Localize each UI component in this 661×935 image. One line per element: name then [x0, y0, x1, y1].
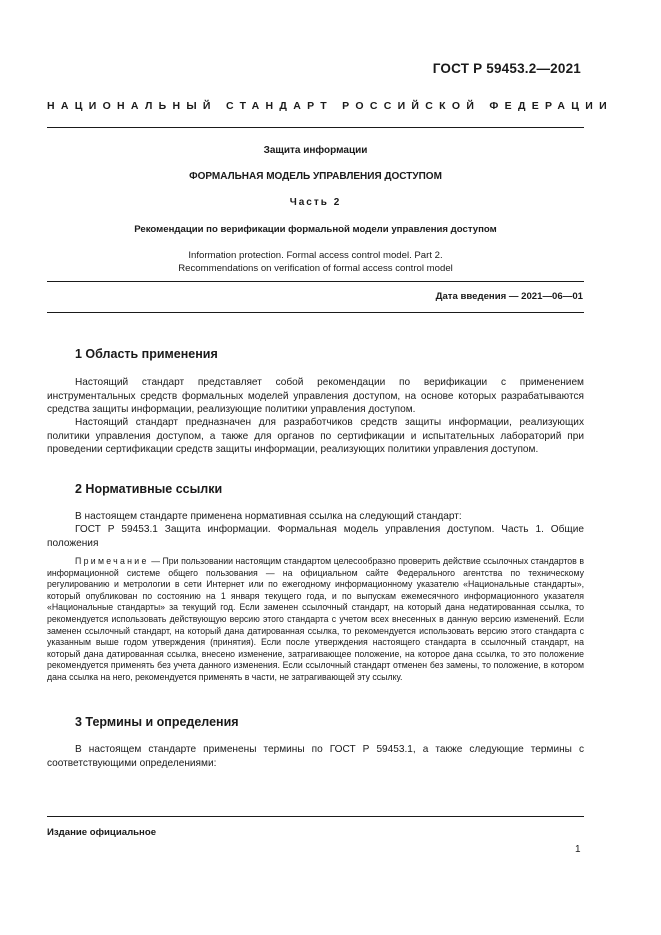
header-rule [47, 127, 584, 128]
title-english-line-1: Information protection. Formal access control model. Part 2. [188, 250, 443, 261]
official-edition-label: Издание официальное [47, 827, 157, 838]
section-1-paragraph-2: Настоящий стандарт предназначен для разработчиков средств защиты информации, реализующих политики управления доступом, а также для органов по сертификации и испытательных лабораторий при проведении сертификации средств защиты информации, реализующих политики управления доступом. [47, 417, 584, 456]
note-text: — При пользовании настоящим стандартом целесообразно проверить действие ссылочных стандартов в информационной системе общего пользования — на официальном сайте Федерального агентства по техническому регулированию и метрологии в сети Интернет или по ежегодному информационному указателю «Национальные стандарты», который опубликован по состоянию на 1 января текущего года, и по выпускам ежемесячного информационного указателя «Национальные стандарты» за текущий год. Если заменен ссылочный стандарт, на который дана недатированная ссылка, то рекомендуется использовать действующую версию этого стандарта с учетом всех внесенных в данную версию изменений. Если заменен ссылочный стандарт, на который дана датированная ссылка, то рекомендуется использовать версию этого стандарта с указанным выше годом утверждения (принятия). Если после утверждения настоящего стандарта в ссылочный стандарт, на который дана датированная ссылка, внесено изменение, затрагивающее положение, на которое дана ссылка, то это положение рекомендуется применять без учета данного изменения. Если ссылочный стандарт отменен без замены, то положение, в котором дана ссылка на него, рекомендуется применять в части, не затрагивающей эту ссылку. [47, 556, 584, 682]
page-number: 1 [575, 844, 581, 855]
section-2-note [47, 556, 584, 684]
date-rule [47, 312, 584, 313]
title-part: Часть 2 [289, 197, 342, 208]
section-1-heading: 1 Область применения [75, 347, 218, 361]
title-line-2: ФОРМАЛЬНАЯ МОДЕЛЬ УПРАВЛЕНИЯ ДОСТУПОМ [189, 171, 442, 182]
gost-number: ГОСТ Р 59453.2—2021 [432, 61, 581, 76]
section-3-heading: 3 Термины и определения [75, 715, 239, 729]
section-3-paragraph-1: В настоящем стандарте применены термины по ГОСТ Р 59453.1, а также следующие термины с соответствующими определениями: [47, 744, 584, 769]
note-label: Примечание [75, 556, 149, 566]
title-subtitle: Рекомендации по верификации формальной модели управления доступом [134, 224, 497, 235]
national-standard-banner: НАЦИОНАЛЬНЫЙ СТАНДАРТ РОССИЙСКОЙ ФЕДЕРАЦИИ [47, 100, 613, 112]
title-english-line-2: Recommendations on verification of formal access control model [178, 262, 453, 274]
footer-rule [47, 816, 584, 817]
section-2-paragraph-2: ГОСТ Р 59453.1 Защита информации. Формальная модель управления доступом. Часть 1. Общие положения [47, 524, 584, 549]
section-1-paragraph-1: Настоящий стандарт представляет собой рекомендации по верификации с применением инструментальных средств формальных моделей управления доступом, на основе которых разрабатываются средства защиты информации, реализующие политики управления доступом. [47, 377, 584, 416]
section-2-heading: 2 Нормативные ссылки [75, 482, 223, 496]
date-of-introduction: Дата введения — 2021—06—01 [435, 291, 583, 302]
section-2-paragraph-1: В настоящем стандарте применена нормативная ссылка на следующий стандарт: [75, 511, 462, 522]
title-english [47, 250, 584, 275]
title-rule [47, 281, 584, 282]
title-line-1: Защита информации [263, 145, 368, 156]
